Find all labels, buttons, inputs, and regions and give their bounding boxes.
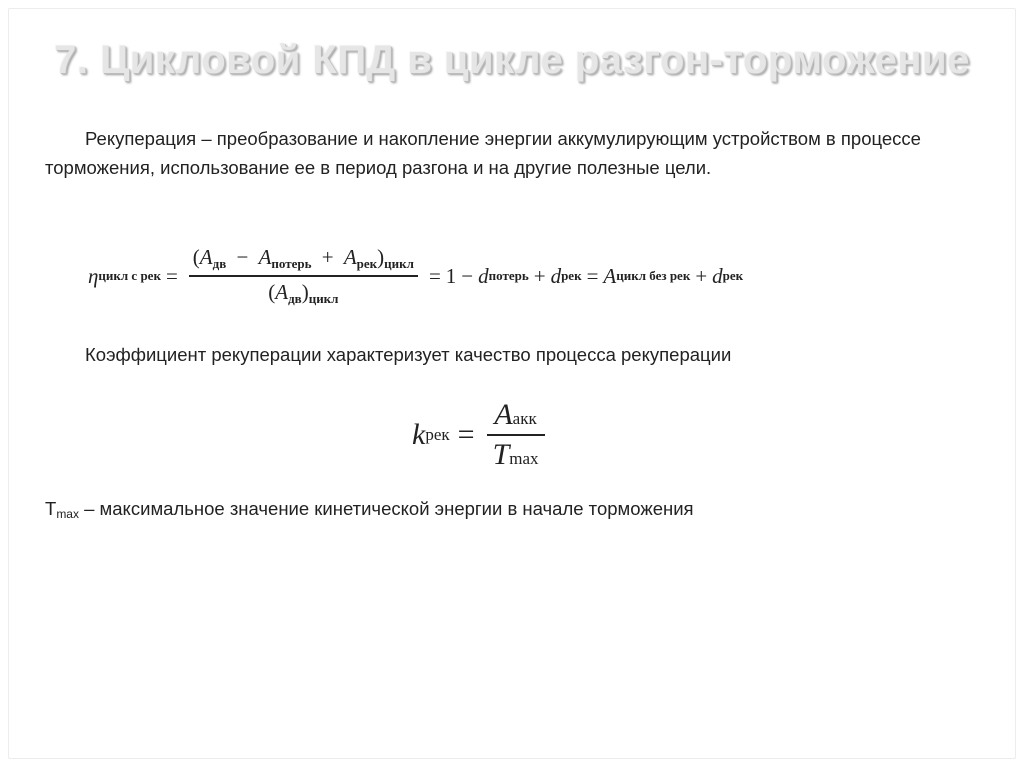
- fraction-numerator: [189, 245, 418, 275]
- fraction-denominator: [264, 277, 342, 307]
- formula-cycle-efficiency: [88, 240, 743, 312]
- a-cycle-subscript: цикл без рек: [616, 268, 691, 283]
- one-value: 1: [445, 263, 457, 288]
- d-symbol: d: [550, 263, 562, 288]
- equals-sign: =: [428, 263, 441, 288]
- a-subscript: акк: [512, 409, 537, 429]
- minus-sign: −: [236, 245, 249, 270]
- paragraph-tmax-definition: [45, 494, 945, 529]
- cycle-subscript: цикл: [308, 290, 339, 306]
- fraction-numerator: [488, 398, 542, 434]
- slide-frame: [8, 8, 1016, 759]
- tmax-description: – максимальное значение кинетической энергии в начале торможения: [78, 498, 694, 519]
- a-symbol: A: [275, 279, 289, 304]
- eta-subscript: цикл с рек: [98, 268, 161, 283]
- a-symbol: A: [258, 245, 272, 270]
- k-symbol: k: [412, 418, 426, 451]
- a-dv-subscript: дв: [288, 290, 302, 306]
- tmax-symbol: T: [45, 498, 57, 519]
- d-rek-subscript: рек: [722, 268, 744, 283]
- eta-symbol: η: [88, 263, 99, 288]
- a-rek-subscript: рек: [356, 256, 378, 272]
- t-symbol: T: [492, 437, 510, 471]
- paren-open: (: [192, 245, 200, 270]
- equals-sign: =: [586, 263, 599, 288]
- paren-open: (: [268, 279, 276, 304]
- k-subscript: рек: [425, 425, 450, 444]
- formula-recuperation-coefficient: [412, 385, 545, 485]
- cycle-subscript: цикл: [384, 256, 414, 272]
- a-symbol: A: [603, 263, 617, 288]
- slide-title: 7. Цикловой КПД в цикле разгон-торможение: [54, 38, 970, 82]
- equals-sign: =: [457, 418, 475, 451]
- a-symbol: A: [199, 245, 213, 270]
- a-dv-subscript: дв: [212, 256, 227, 272]
- equals-sign: =: [165, 263, 178, 288]
- coefficient-fraction: [487, 398, 545, 472]
- a-symbol: A: [494, 398, 513, 432]
- a-loss-subscript: потерь: [271, 256, 312, 272]
- d-symbol: d: [478, 263, 489, 288]
- fraction-denominator: [487, 436, 545, 472]
- minus-sign: −: [461, 263, 474, 288]
- t-subscript: max: [509, 448, 539, 468]
- plus-sign: +: [695, 263, 708, 288]
- d-loss-subscript: потерь: [488, 268, 529, 283]
- d-rek-subscript: рек: [561, 268, 582, 283]
- paragraph-recuperation-definition: Рекуперация – преобразование и накопление энергии аккумулирующим устройством в процессе торможения, использование ее в период разгона и на другие полезные цели.: [45, 128, 921, 178]
- tmax-subscript: max: [56, 507, 79, 521]
- plus-sign: +: [533, 263, 546, 288]
- paren-close: ): [377, 245, 385, 270]
- efficiency-fraction: [189, 245, 418, 307]
- d-symbol: d: [712, 263, 723, 288]
- paren-close: ): [301, 279, 309, 304]
- a-symbol: A: [343, 245, 357, 270]
- plus-sign: +: [321, 245, 334, 270]
- paragraph-recuperation-coefficient: Коэффициент рекуперации характеризует качество процесса рекуперации: [85, 344, 732, 365]
